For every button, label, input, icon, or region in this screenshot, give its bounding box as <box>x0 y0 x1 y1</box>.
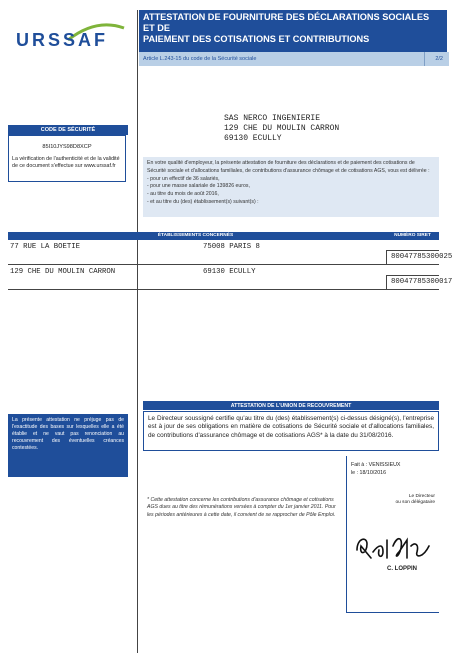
recipient-name: SAS NERCO INGENIERIE <box>224 114 321 123</box>
column-header-establishments: ÉTABLISSEMENTS CONCERNÉS <box>157 233 234 238</box>
establishment-city: 75008 PARIS 8 <box>203 243 260 251</box>
recipient-address <box>224 114 339 144</box>
page-number: 2/2 <box>424 52 443 66</box>
intro-bullet: - pour un effectif de 36 salariés, <box>147 175 220 182</box>
delegate-label: ou son délégataire <box>395 500 435 506</box>
footnote: * Cette attestation concerne les contributions d'assurance chômage et cotisations AGS dues au titre des rémunérations versées à compter du 1er janvier 2011. Pour les périodes antérieures à cette date, il convient de se rapprocher de Pôle Emploi. <box>147 497 336 518</box>
table-row <box>8 265 453 290</box>
disclaimer-box: La présente attestation ne préjuge pas de l'exactitude des bases sur lesquelles elle a été établie et ne vaut pas renonciation au recouvrement des éventuelles créances contestées. <box>8 414 128 477</box>
handwritten-signature-icon <box>353 532 435 562</box>
recipient-street: 129 CHE DU MOULIN CARRON <box>224 124 340 133</box>
table-row <box>8 240 453 265</box>
signature-block <box>346 456 439 613</box>
union-attestation-heading: ATTESTATION DE L'UNION DE RECOUVREMENT <box>143 401 439 410</box>
vertical-divider <box>137 10 138 653</box>
establishments-table <box>8 232 453 290</box>
security-code: 85I10JYS98D8XCP <box>42 144 92 150</box>
security-verification-text: La vérification de l'authenticité et de la validité de ce document s'effectue sur www.urssaf.fr <box>12 155 120 169</box>
establishment-siret: 80047785300017 <box>391 278 453 286</box>
signature-date: le : 18/10/2016 <box>351 469 387 476</box>
document-title <box>139 10 447 52</box>
title-line-1: ATTESTATION DE FOURNITURE DES DÉCLARATIONS SOCIALES ET DE <box>143 12 430 34</box>
intro-paragraph <box>143 157 439 217</box>
signatory-name: C. LOPPIN <box>387 566 418 572</box>
title-line-2: PAIEMENT DES COTISATIONS ET CONTRIBUTIONS <box>143 34 370 45</box>
establishment-address: 77 RUE LA BOETIE <box>10 243 81 251</box>
column-header-siret: NUMÉRO SIRET <box>394 233 431 238</box>
recipient-city: 69130 ECULLY <box>224 134 282 143</box>
table-header <box>8 232 439 240</box>
urssaf-logo <box>14 22 124 56</box>
intro-bullet: - et au titre du (des) établissement(s) suivant(s) : <box>147 198 259 205</box>
establishment-address: 129 CHE DU MOULIN CARRON <box>10 268 116 276</box>
intro-bullet: - au titre du mois de août 2016, <box>147 191 219 198</box>
intro-bullet: - pour une masse salariale de 139826 euros, <box>147 183 250 190</box>
establishment-city: 69130 ECULLY <box>203 268 256 276</box>
director-label: Le Directeur <box>408 493 435 499</box>
article-reference: Article L.243-15 du code de la Sécurité sociale <box>143 56 257 62</box>
intro-text: En votre qualité d'employeur, la présente attestation de fourniture des déclarations et de paiement des cotisations de Sécurité sociale et d'allocations familiales, de contributions d'assurance chômage et de cotisations AGS, vous est délivrée : <box>147 160 430 174</box>
security-code-heading: CODE DE SÉCURITÉ <box>8 125 128 135</box>
union-attestation-text: Le Directeur soussigné certifie qu'au titre du (des) établissement(s) ci-dessus désigné(s), l'entreprise est à jour de ses obligations en matière de cotisations de Sécurité sociale et d'allocations familiales, de contributions d'assurance chômage et de cotisations AGS* à la date du 31/08/2016. <box>143 411 439 451</box>
logo-text: URSSAF <box>16 30 109 50</box>
signature-place: Fait à : VENISSIEUX <box>351 462 401 468</box>
article-bar <box>139 52 449 66</box>
security-code-box <box>8 135 126 182</box>
establishment-siret: 80047785300025 <box>391 253 453 261</box>
